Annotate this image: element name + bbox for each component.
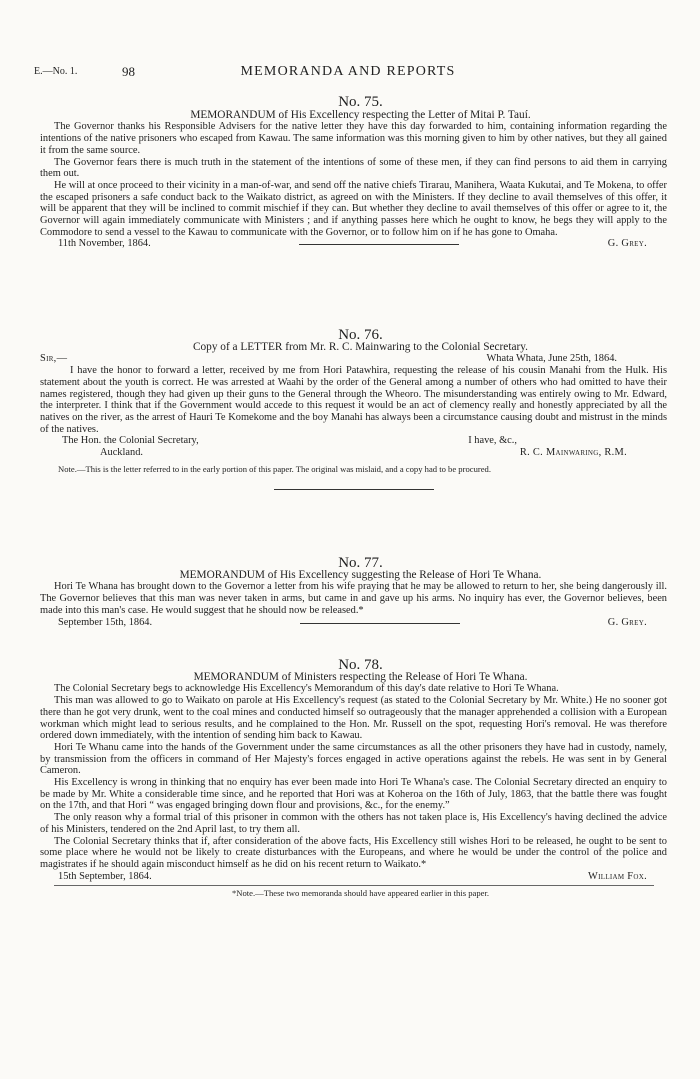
section-number: No. 75. — [338, 94, 383, 110]
section-heading: Copy of a LETTER from Mr. R. C. Mainwaring to the Colonial Secretary. — [193, 340, 528, 353]
signature: R. C. Mainwaring, R.M. — [519, 447, 627, 459]
separator-rule — [299, 244, 459, 245]
section-number: No. 76. — [338, 327, 383, 343]
letter-place-date: Whata Whata, June 25th, 1864. — [486, 353, 617, 365]
separator-rule — [274, 489, 434, 490]
document-reference: E.—No. 1. — [34, 66, 78, 77]
signature: G. Grey. — [607, 616, 647, 628]
footnote-rule — [54, 885, 654, 886]
note: Note.—This is the letter referred to in the early portion of this paper. The original was mislaid, and a copy had to be procured. — [58, 463, 491, 474]
section-78 — [40, 657, 667, 899]
memo-date: 15th September, 1864. — [58, 870, 152, 882]
signature: William Fox. — [588, 870, 647, 882]
running-title: MEMORANDA AND REPORTS — [240, 64, 456, 79]
paragraph: He will at once proceed to their vicinity in a man-of-war, and send off the native chiefs Tirarau, Manihera, Waata Kukutai, and Te Mokena, to offer the escaped prisoners a safe conduct back to the Waikato district, as agreed on with the Ministers. If they decline to avail themselves of this offer, it will be apparent that they will be inclined to commit mischief if they can. But whether they decline to avail themselves of this offer or agree to it, the Governor will again immediately communicate with Ministers ; and if anything passes here which he ought to know, he begs they will apply to the Commodore to send a vessel to the Kawau to communicate with the Governor, or to follow him on if he has gone to Omaha. — [40, 179, 667, 238]
separator-rule — [300, 623, 460, 624]
section-heading: MEMORANDUM of His Excellency respecting the Letter of Mitai P. Tauí. — [190, 108, 531, 121]
signature-row — [40, 617, 667, 629]
page-number: 98 — [122, 64, 135, 79]
paragraph: The Governor thanks his Responsible Advisers for the native letter they have this day forwarded to him, containing information regarding the intentions of the native prisoners who escaped from Kawau. The same information was this morning given to him by other natives, but they all gained it from the same source. — [40, 121, 667, 156]
paragraph: Hori Te Whana has brought down to the Governor a letter from his wife praying that he may be allowed to return to her, she being dangerously ill. The Governor believes that this man was never taken in arms, but came in and gave up his arms. No inquiry has ever, the Governor believes, been made into this man's case. He would suggest that he should now be released.* — [40, 581, 667, 616]
salutation: Sir,— — [40, 353, 68, 365]
signature: G. Grey. — [607, 238, 647, 250]
paragraph: The Governor fears there is much truth in the statement of the intentions of some of these men, if they can find persons to aid them in carrying them out. — [40, 156, 667, 180]
section-76 — [40, 327, 667, 490]
page-header — [28, 64, 668, 80]
section-77 — [40, 555, 667, 628]
footnote: *Note.—These two memoranda should have appeared earlier in this paper. — [231, 888, 489, 899]
signature-row — [40, 871, 667, 883]
section-number: No. 77. — [338, 555, 383, 571]
section-heading: MEMORANDUM of His Excellency suggesting the Release of Hori Te Whana. — [179, 568, 542, 581]
memo-date: 11th November, 1864. — [58, 238, 151, 250]
paragraph: This man was allowed to go to Waikato on parole at His Excellency's request (as stated to the Colonial Secretary by Mr. White.) He no sooner got there than he got very drunk, went to the coal mines and conducted himself so outrageously that the manager apprehended a collision with a European workman which might lead to serious results, and he complained to the Hon. Mr. Russell on the spot, requesting Hori's removal. He was therefore ordered down immediately, with the intention of sending him back to Kawau. — [40, 695, 667, 742]
closing-row-2 — [40, 447, 667, 459]
closing-row — [40, 435, 667, 447]
closing: I have, &c., — [468, 435, 517, 447]
addressee: The Hon. the Colonial Secretary, — [62, 435, 199, 447]
addressee-place: Auckland. — [100, 447, 143, 459]
signature-row — [40, 238, 667, 250]
paragraph: The Colonial Secretary thinks that if, after consideration of the above facts, His Excellency still wishes Hori to be released, he ought to be sent to some place where he would not be likely to create disturbances with the Europeans, and where he would be under the control of the police and magistrates if he should again misconduct himself as he did on his recent return to Waikato.* — [40, 835, 667, 870]
section-number: No. 78. — [338, 657, 383, 673]
paragraph: His Excellency is wrong in thinking that no enquiry has ever been made into Hori Te Whana's case. The Colonial Secretary directed an enquiry to be made by Mr. White a considerable time since, and he reported that Hori was at Koheroa on the 16th of July, 1863, that the battle there was fought on the 17th, and that Hori “ was engaged bringing down flour and provisions, &c., for the enemy.” — [40, 777, 667, 812]
paragraph: Hori Te Whanu came into the hands of the Government under the same circumstances as all the other prisoners they have had in custody, namely, by transmission from the officers in command of Her Majesty's forces engaged in active operations against the rebels. He was sent in by General Cameron. — [40, 741, 667, 777]
section-heading: MEMORANDUM of Ministers respecting the Release of Hori Te Whana. — [193, 670, 528, 683]
section-75 — [40, 94, 667, 250]
memo-date: September 15th, 1864. — [58, 616, 153, 628]
paragraph: The only reason why a formal trial of this prisoner in common with the others has not taken place is, His Excellency's having declined the advice of his Ministers, tendered on the 2nd April last, to try them all. — [40, 812, 667, 835]
salutation-row — [40, 353, 667, 365]
paragraph: I have the honor to forward a letter, received by me from Hori Patawhira, requesting the release of his cousin Manahi from the Hulk. His statement about the youth is correct. He was arrested at Waahi by the order of the General among a number of others who had omitted to have their names registered, though they had given up their guns to the General through the Wheoro. The misunderstanding was entirely owing to Mr. Edward, the interpreter. I think that if the Government would accede to this request it would be an act of clemency really and honestly appreciated by all the natives on the river, as the arrest of Hauri Te Komekome and the boy Manahi has always been a circumstance causing doubt and mistrust in the minds of the natives. — [40, 365, 667, 435]
paragraph: The Colonial Secretary begs to acknowledge His Excellency's Memorandum of this day's date relative to Hori Te Whana. — [54, 683, 559, 695]
